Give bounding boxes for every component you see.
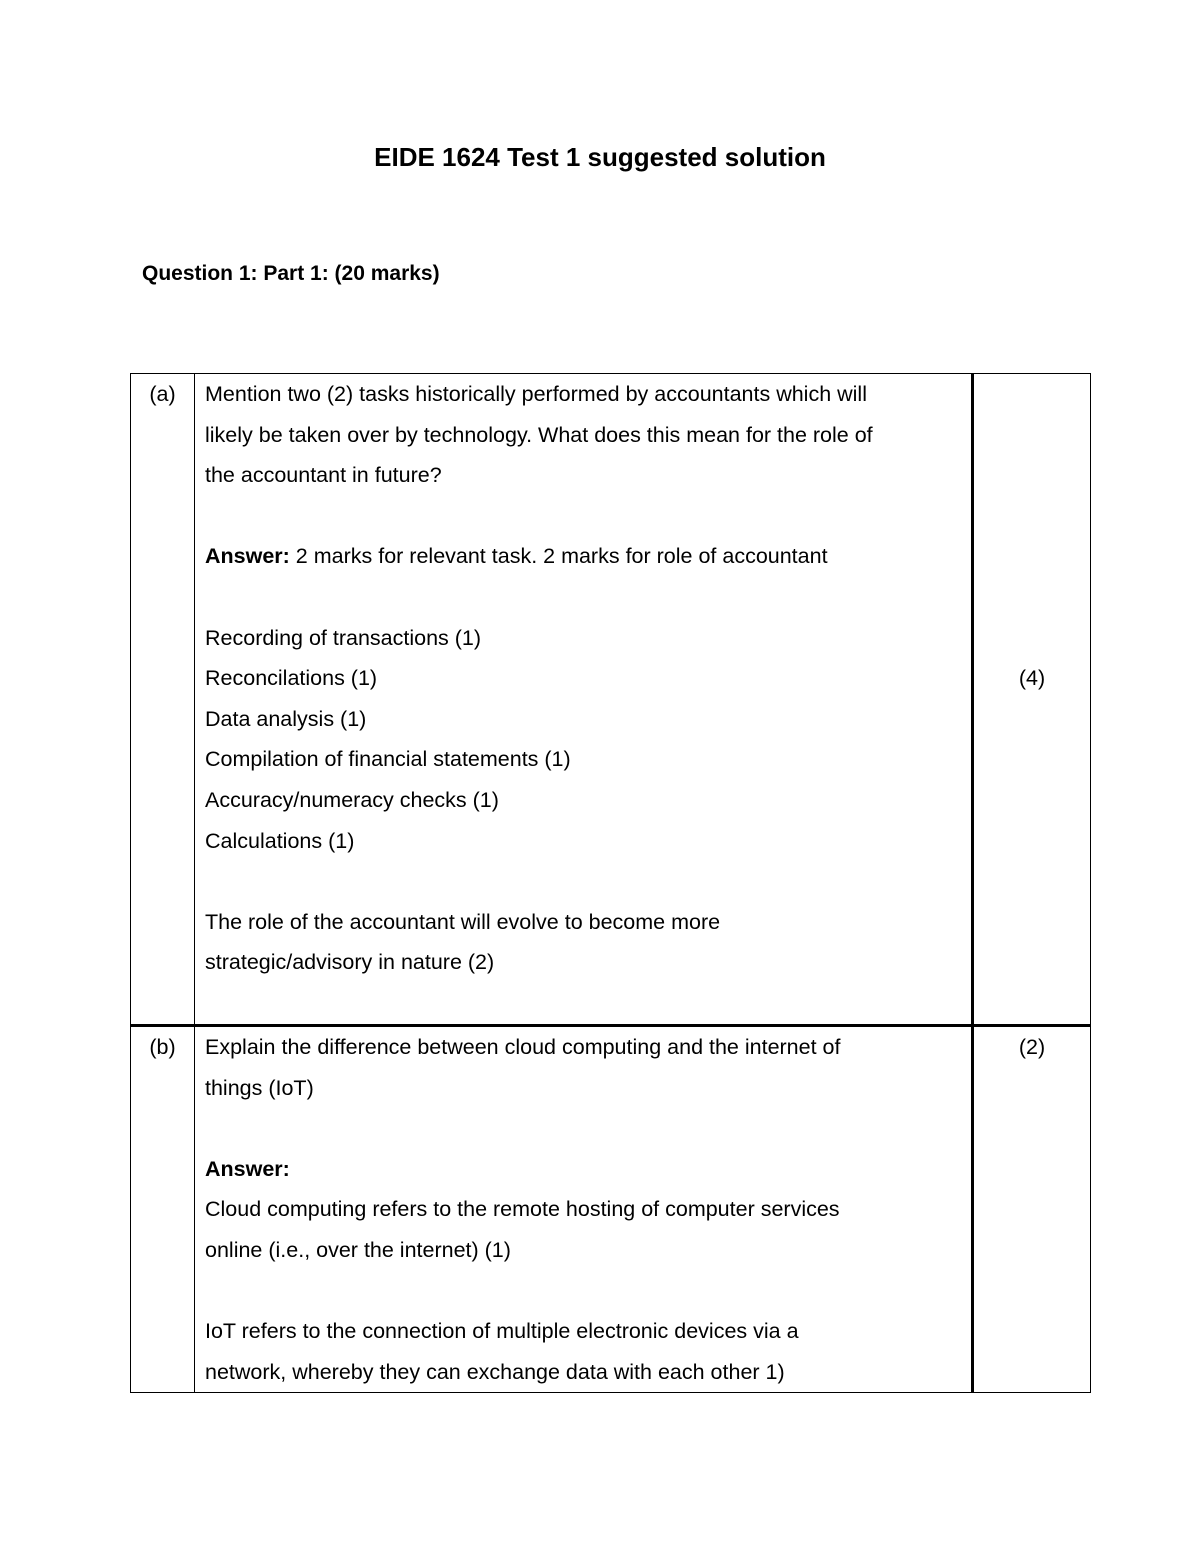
question-text-line: Mention two (2) tasks historically performed by accountants which will xyxy=(205,382,867,406)
answer-label: Answer: xyxy=(205,1156,290,1181)
marks-value: (2) xyxy=(1018,1035,1046,1059)
question-table xyxy=(130,373,1091,1393)
question-text-line: things (IoT) xyxy=(205,1075,314,1100)
question-label: (b) xyxy=(149,1035,176,1059)
spacer xyxy=(205,861,963,902)
spacer xyxy=(205,1271,963,1312)
answer-item: Accuracy/numeracy checks (1) xyxy=(205,787,499,812)
answer-intro-text: 2 marks for relevant task. 2 marks for role of accountant xyxy=(289,544,828,569)
conclusion-line: The role of the accountant will evolve to become more xyxy=(205,909,721,934)
answer-text-line: IoT refers to the connection of multiple electronic devices via a xyxy=(205,1319,799,1344)
answer-item: Data analysis (1) xyxy=(205,706,367,731)
document-title: EIDE 1624 Test 1 suggested solution xyxy=(374,142,826,172)
question-label-cell xyxy=(131,374,195,1026)
question-label: (a) xyxy=(149,382,176,406)
spacer xyxy=(205,496,963,537)
conclusion-line: strategic/advisory in nature (2) xyxy=(205,950,495,975)
question-label-cell xyxy=(131,1026,195,1393)
answer-text-line: online (i.e., over the internet) (1) xyxy=(205,1237,511,1262)
answer-item: Compilation of financial statements (1) xyxy=(205,747,571,772)
question-text-line: Explain the difference between cloud computing and the internet of xyxy=(205,1035,841,1059)
question-text-line: likely be taken over by technology. What does this mean for the role of xyxy=(205,422,873,447)
marks-value: (4) xyxy=(1018,666,1046,690)
answer-item: Recording of transactions (1) xyxy=(205,625,482,650)
spacer xyxy=(205,1108,963,1149)
question-row-b xyxy=(131,1026,1091,1393)
marks-cell xyxy=(973,1026,1091,1393)
question-body-cell xyxy=(195,1026,973,1393)
question-text-line: the accountant in future? xyxy=(205,463,442,488)
answer-intro-line xyxy=(205,536,963,577)
spacer xyxy=(205,577,963,618)
answer-item: Calculations (1) xyxy=(205,828,355,853)
question-body-cell xyxy=(195,374,973,1026)
marks-cell xyxy=(973,374,1091,1026)
section-heading: Question 1: Part 1: (20 marks) xyxy=(142,262,440,285)
question-row-a xyxy=(131,374,1091,1026)
answer-text-line: Cloud computing refers to the remote hosting of computer services xyxy=(205,1197,840,1222)
answer-item: Reconcilations (1) xyxy=(205,666,378,691)
answer-label: Answer: xyxy=(205,544,290,569)
answer-text-line: network, whereby they can exchange data with each other 1) xyxy=(205,1359,785,1384)
